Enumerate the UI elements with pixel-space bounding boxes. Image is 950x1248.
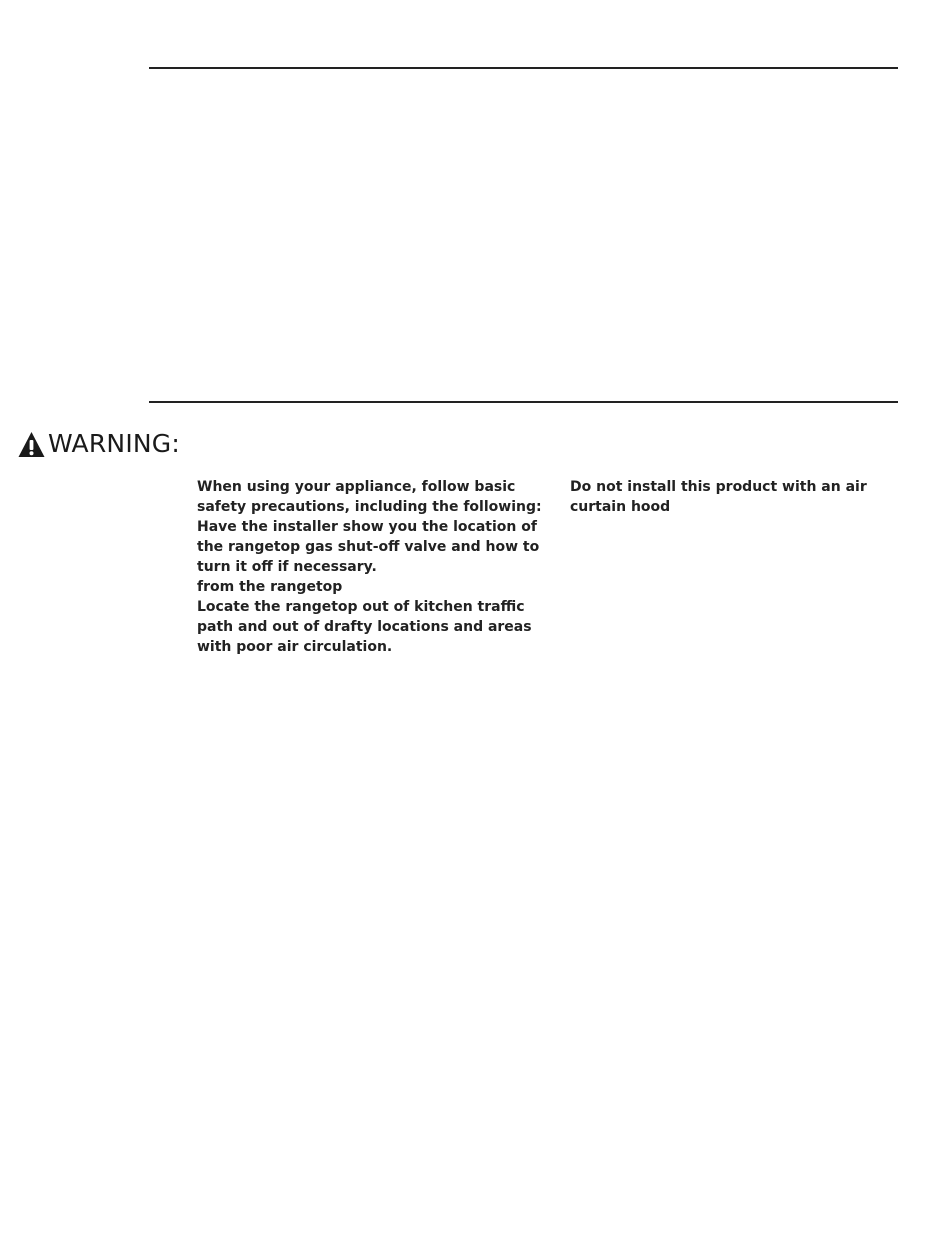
installation-note-column <box>570 477 905 517</box>
safety-precautions-column <box>197 477 542 657</box>
warning-title: WARNING: <box>48 429 180 458</box>
safety-item-location: Locate the rangetop out of kitchen traffic path and out of drafty locations and areas with poor air circulation. <box>197 599 532 655</box>
warning-triangle-icon <box>18 431 45 458</box>
safety-item-rangetop: from the rangetop <box>197 579 343 595</box>
warning-heading <box>18 427 180 461</box>
safety-item-shutoff-valve: Have the installer show you the location of the rangetop gas shut-off valve and how to turn it off if necessary. <box>197 519 540 575</box>
air-curtain-note: Do not install this product with an air curtain hood <box>570 479 867 515</box>
section-divider <box>149 401 898 403</box>
top-divider <box>149 67 898 69</box>
safety-intro: When using your appliance, follow basic safety precautions, including the following: <box>197 479 542 515</box>
